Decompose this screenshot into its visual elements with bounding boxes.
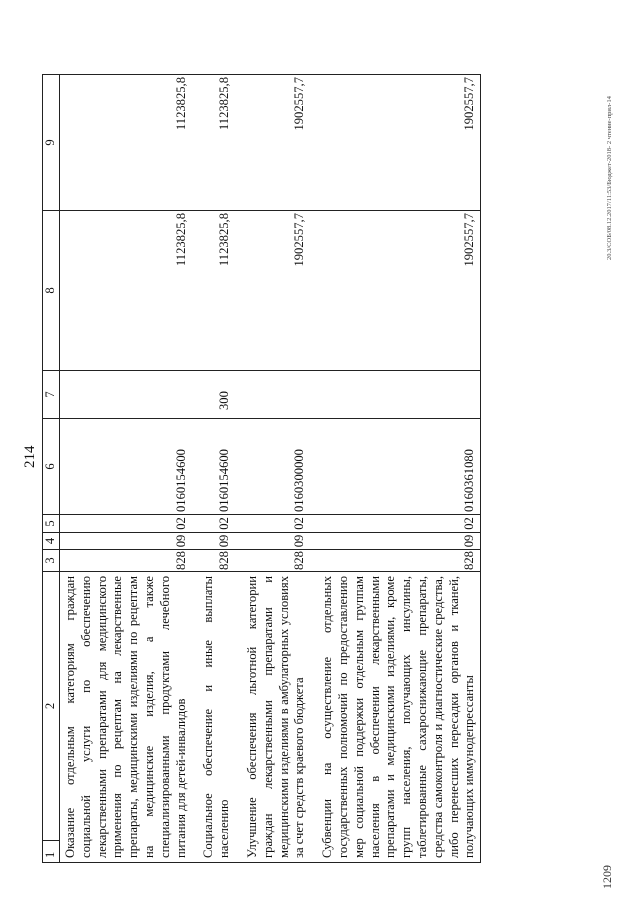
column-header: 6 bbox=[43, 419, 60, 515]
column-header: 7 bbox=[43, 371, 60, 419]
expense-type-code bbox=[310, 371, 480, 419]
row-description: Улучшение обеспечения льготной категории граждан лекарственными препаратами и медицинскими изделиями в амбулаторных условиях за счет средств краевого бюджета bbox=[235, 572, 310, 863]
page-number: 214 bbox=[22, 445, 38, 468]
column-header: 8 bbox=[43, 211, 60, 371]
grbs-code: 828 bbox=[191, 550, 235, 572]
column-header: 5 bbox=[43, 515, 60, 533]
amount-col-8: 1123825,8 bbox=[191, 211, 235, 371]
document-reference-note: 20.3/СОБ/08.12.2017/11:53/Бюджет-2018- 2 чтение-прил-14 bbox=[606, 96, 613, 260]
footer-code: 1209 bbox=[600, 865, 614, 889]
table-row bbox=[191, 75, 235, 863]
target-code: 0160300000 bbox=[235, 419, 310, 515]
amount-col-8: 1902557,7 bbox=[310, 211, 480, 371]
target-code: 0160154600 bbox=[191, 419, 235, 515]
row-description: Оказание отдельным категориям граждан социальной услуги по обеспечению лекарственными препаратами для медицинского применения по рецептам на лекарственные препараты, медицинскими изделиями по рецептам на медицинские изделия, а также специализированными продуктами лечебного питания для детей-инвалидов bbox=[60, 572, 192, 863]
target-code: 0160361080 bbox=[310, 419, 480, 515]
section-code: 09 bbox=[60, 533, 192, 550]
column-header: 4 bbox=[43, 533, 60, 550]
table-row bbox=[60, 75, 192, 863]
section-code: 09 bbox=[310, 533, 480, 550]
grbs-code: 828 bbox=[235, 550, 310, 572]
target-code: 0160154600 bbox=[60, 419, 192, 515]
expense-type-code bbox=[235, 371, 310, 419]
amount-col-8: 1902557,7 bbox=[235, 211, 310, 371]
budget-table bbox=[42, 74, 481, 863]
expense-type-code: 300 bbox=[191, 371, 235, 419]
expense-type-code bbox=[60, 371, 192, 419]
table-row bbox=[310, 75, 480, 863]
subsection-code: 02 bbox=[310, 515, 480, 533]
column-header: 2 bbox=[43, 572, 60, 841]
column-header: 1 bbox=[43, 841, 60, 863]
row-description: Субвенции на осуществление отдельных государственных полномочий по предоставлению мер социальной поддержки отдельным группам населения в обеспечении лекарственными препаратами и медицинскими изделиями, кроме групп населения, получающих инсулины, таблетированные сахароснижающие препараты, средства самоконтроля и диагностические средства, либо перенесших пересадки органов и тканей, получающих иммунодепрессанты bbox=[310, 572, 480, 863]
grbs-code: 828 bbox=[310, 550, 480, 572]
column-header: 9 bbox=[43, 75, 60, 211]
column-header-row bbox=[43, 75, 60, 863]
section-code: 09 bbox=[235, 533, 310, 550]
amount-col-9: 1902557,7 bbox=[310, 75, 480, 211]
subsection-code: 02 bbox=[235, 515, 310, 533]
row-description: Социальное обеспечение и иные выплаты населению bbox=[191, 572, 235, 863]
subsection-code: 02 bbox=[60, 515, 192, 533]
subsection-code: 02 bbox=[191, 515, 235, 533]
table-row bbox=[235, 75, 310, 863]
amount-col-8: 1123825,8 bbox=[60, 211, 192, 371]
amount-col-9: 1123825,8 bbox=[60, 75, 192, 211]
grbs-code: 828 bbox=[60, 550, 192, 572]
column-header: 3 bbox=[43, 550, 60, 572]
section-code: 09 bbox=[191, 533, 235, 550]
amount-col-9: 1123825,8 bbox=[191, 75, 235, 211]
amount-col-9: 1902557,7 bbox=[235, 75, 310, 211]
